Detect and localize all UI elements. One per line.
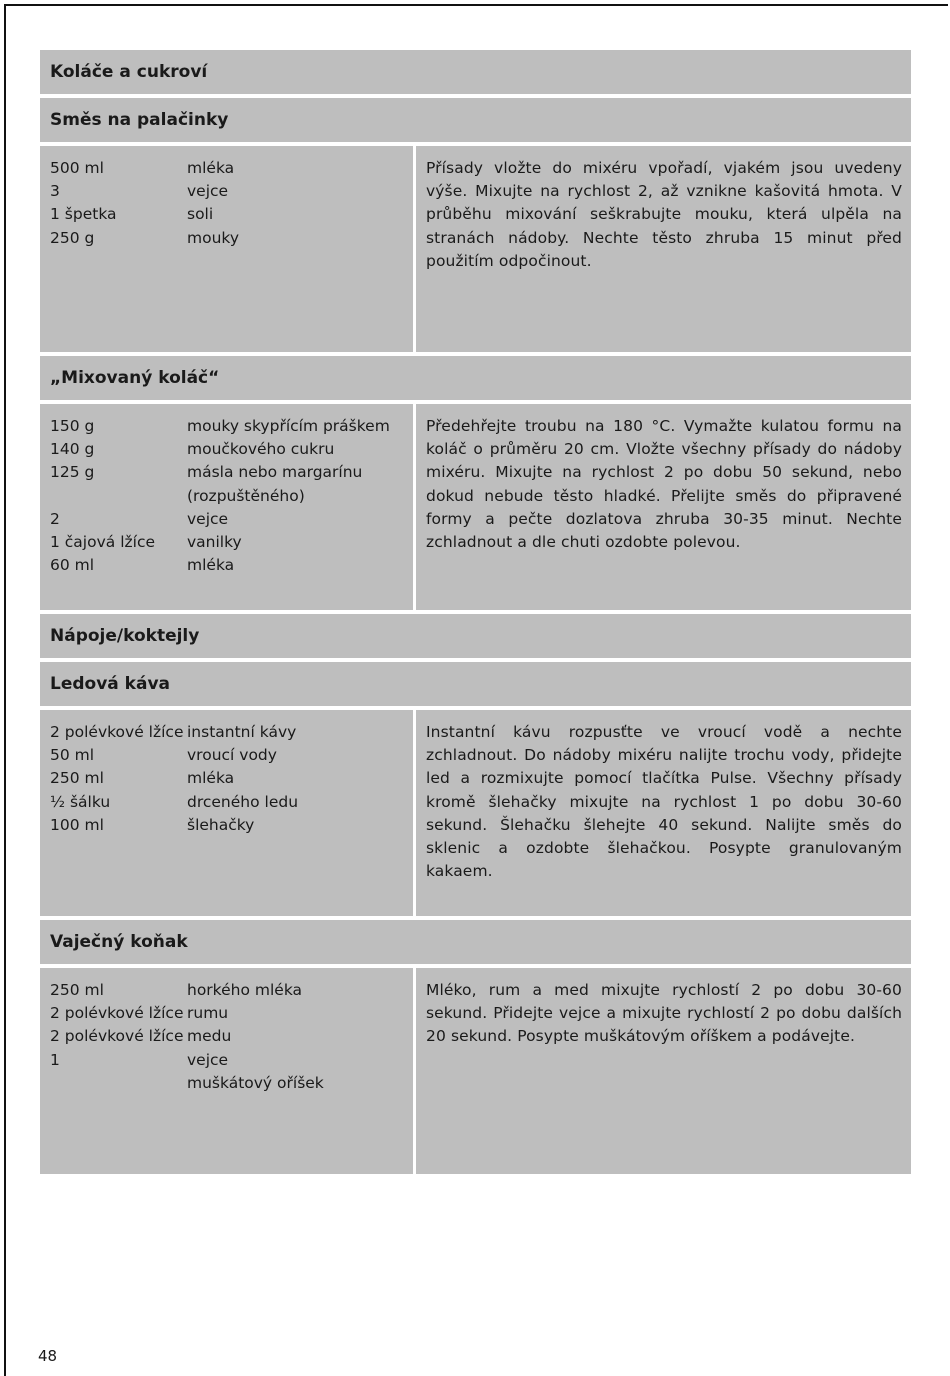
ingredient-name: mléka: [187, 769, 235, 788]
ingredient-quantity: 250 g: [50, 228, 95, 247]
ingredient-quantity: ½ šálku: [50, 792, 111, 811]
ingredient-quantity: 1 špetka: [50, 205, 117, 224]
ingredient-name: másla nebo margarínu (rozpuštěného): [187, 463, 363, 505]
ingredient-name: drceného ledu: [187, 792, 299, 811]
ingredient-quantity: 2 polévkové lžíce: [50, 1004, 184, 1023]
page-number: 48: [38, 1347, 58, 1365]
ingredients-list: [40, 710, 413, 916]
ingredient-name: instantní kávy: [187, 723, 297, 741]
ingredient-name: horkého mléka: [187, 981, 303, 999]
recipe-page: [40, 50, 911, 1178]
ingredient-quantity: 1 čajová lžíce: [50, 533, 156, 552]
ingredient-line: [50, 1002, 403, 1025]
ingredient-name: vejce: [187, 509, 229, 528]
recipe-title-pancake-mix: Směs na palačinky: [40, 98, 911, 142]
ingredient-line: [50, 979, 403, 1002]
ingredient-line: [50, 1072, 403, 1095]
ingredient-quantity: 500 ml: [50, 159, 104, 177]
ingredient-quantity: 250 ml: [50, 769, 104, 788]
ingredient-line: [50, 508, 403, 531]
ingredient-quantity: 250 ml: [50, 981, 104, 999]
ingredient-quantity: 2 polévkové lžíce: [50, 1027, 184, 1046]
ingredient-line: [50, 227, 403, 250]
ingredients-list: [40, 404, 413, 610]
ingredient-line: [50, 203, 403, 226]
recipe-row-pancake-mix: [40, 146, 911, 352]
ingredient-line: [50, 791, 403, 814]
ingredient-quantity: [50, 1072, 187, 1095]
ingredient-line: [50, 1025, 403, 1048]
ingredients-list: [40, 968, 413, 1174]
ingredient-name: mléka: [187, 556, 235, 575]
ingredient-name: moučkového cukru: [187, 440, 335, 459]
ingredient-name: mléka: [187, 159, 235, 177]
ingredient-line: [50, 744, 403, 767]
recipe-row-iced-coffee: [40, 710, 911, 916]
recipe-title-mixed-cake: „Mixovaný koláč“: [40, 356, 911, 400]
ingredient-line: [50, 157, 403, 180]
recipe-instructions: Předehřejte troubu na 180 °C. Vymažte kulatou formu na koláč o průměru 20 cm. Vložte všechny přísady do nádoby mixéru. Mixujte na rychlost 2 po dobu 50 sekund, nebo dokud nebude těsto hladké. Přelijte směs do připravené formy a pečte dozlatova zhruba 30-35 minut. Nechte zchladnout a dle chuti ozdobte polevou.: [416, 404, 911, 610]
ingredient-name: vejce: [187, 1050, 229, 1069]
ingredient-name: mouky skypřícím práškem: [187, 417, 390, 435]
ingredient-line: [50, 721, 403, 744]
ingredient-line: [50, 1049, 403, 1072]
ingredient-name: medu: [187, 1027, 232, 1046]
recipe-row-mixed-cake: [40, 404, 911, 610]
recipe-instructions: Instantní kávu rozpusťte ve vroucí vodě a nechte zchladnout. Do nádoby mixéru nalijte trochu vody, přidejte led a rozmixujte pomocí tlačítka Pulse. Všechny přísady kromě šlehačky mixujte na rychlost 1 po dobu 30-60 sekund. Šlehačku šlehejte 40 sekund. Nalijte směs do sklenic a ozdobte šlehačkou. Posypte granulovaným kakaem.: [416, 710, 911, 916]
ingredient-name: soli: [187, 205, 214, 224]
recipe-instructions: Přísady vložte do mixéru vpořadí, vjakém jsou uvedeny výše. Mixujte na rychlost 2, až vznikne kašovitá hmota. V průběhu mixování seškrabujte mouku, která ulpěla na stranách nádoby. Nechte těsto zhruba 15 minut před použitím odpočinout.: [416, 146, 911, 352]
ingredient-name: vroucí vody: [187, 746, 277, 765]
section-header-cakes: Koláče a cukroví: [40, 50, 911, 94]
recipe-row-eggnog: [40, 968, 911, 1174]
ingredient-line: [50, 814, 403, 837]
ingredient-name: muškátový oříšek: [187, 1073, 324, 1092]
ingredient-line: [50, 461, 403, 507]
ingredient-line: [50, 415, 403, 438]
ingredient-name: šlehačky: [187, 815, 255, 834]
ingredient-line: [50, 767, 403, 790]
ingredient-quantity: 1: [50, 1050, 60, 1069]
ingredient-line: [50, 531, 403, 554]
ingredient-quantity: 2: [50, 509, 60, 528]
ingredient-line: [50, 554, 403, 577]
section-header-drinks: Nápoje/koktejly: [40, 614, 911, 658]
ingredient-name: mouky: [187, 228, 240, 247]
ingredient-line: [50, 180, 403, 203]
recipe-title-iced-coffee: Ledová káva: [40, 662, 911, 706]
ingredient-name: vejce: [187, 182, 229, 201]
ingredient-quantity: 2 polévkové lžíce: [50, 723, 184, 741]
ingredient-name: rumu: [187, 1004, 229, 1023]
ingredient-quantity: 100 ml: [50, 815, 104, 834]
ingredient-quantity: 50 ml: [50, 746, 95, 765]
ingredient-name: vanilky: [187, 533, 242, 552]
ingredients-list: [40, 146, 413, 352]
ingredient-quantity: 150 g: [50, 417, 95, 435]
ingredient-quantity: 140 g: [50, 440, 95, 459]
recipe-instructions: Mléko, rum a med mixujte rychlostí 2 po dobu 30-60 sekund. Přidejte vejce a mixujte rychlostí 2 po dobu dalších 20 sekund. Posypte muškátovým oříškem a podávejte.: [416, 968, 911, 1174]
ingredient-line: [50, 438, 403, 461]
recipe-title-eggnog: Vaječný koňak: [40, 920, 911, 964]
ingredient-quantity: 60 ml: [50, 556, 95, 575]
ingredient-quantity: 125 g: [50, 463, 95, 482]
ingredient-quantity: 3: [50, 182, 60, 201]
